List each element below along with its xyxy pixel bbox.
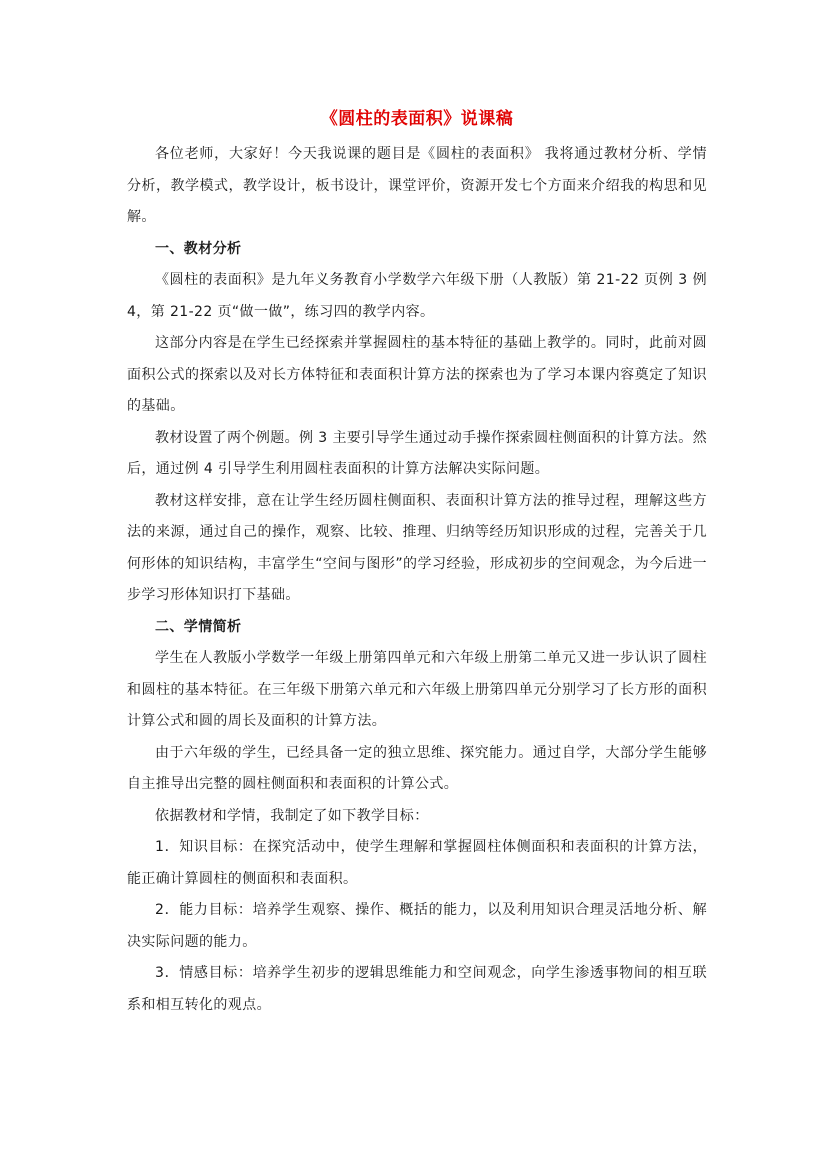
goal-knowledge: 1．知识目标：在探究活动中，使学生理解和掌握圆柱体侧面积和表面积的计算方法，能正确计算圆柱的侧面积和表面积。: [127, 839, 707, 887]
document-title: 《圆柱的表面积》说课稿: [320, 109, 514, 129]
paragraph: 学生在人教版小学数学一年级上册第四单元和六年级上册第二单元又进一步认识了圆柱和圆柱的基本特征。在三年级下册第六单元和六年级上册第四单元分别学习了长方形的面积计算公式和圆的周长及面积的计算方法。: [127, 650, 707, 729]
goal-ability: 2．能力目标：培养学生观察、操作、概括的能力，以及利用知识合理灵活地分析、解决实际问题的能力。: [127, 902, 707, 950]
section-heading-student-analysis: 二、学情简析: [155, 618, 242, 635]
goal-emotion: 3．情感目标：培养学生初步的逻辑思维能力和空间观念，向学生渗透事物间的相互联系和相互转化的观点。: [127, 965, 707, 1013]
paragraph: 教材设置了两个例题。例 3 主要引导学生通过动手操作探索圆柱侧面积的计算方法。然后，通过例 4 引导学生利用圆柱表面积的计算方法解决实际问题。: [127, 429, 707, 477]
paragraph: 这部分内容是在学生已经探索并掌握圆柱的基本特征的基础上教学的。同时，此前对圆面积公式的探索以及对长方体特征和表面积计算方法的探索也为了学习本课内容奠定了知识的基础。: [127, 335, 707, 414]
section-heading-textbook-analysis: 一、教材分析: [155, 240, 242, 257]
intro-paragraph: 各位老师，大家好！今天我说课的题目是《圆柱的表面积》 我将通过教材分析、学情分析，教学模式，教学设计，板书设计，课堂评价，资源开发七个方面来介绍我的构思和见解。: [127, 146, 707, 225]
paragraph: 《圆柱的表面积》是九年义务教育小学数学六年级下册（人教版）第 21-22 页例 3 例 4，第 21-22 页“做一做”，练习四的教学内容。: [127, 272, 707, 320]
paragraph: 由于六年级的学生，已经具备一定的独立思维、探究能力。通过自学，大部分学生能够自主推导出完整的圆柱侧面积和表面积的计算公式。: [127, 744, 707, 792]
paragraph: 依据教材和学情，我制定了如下教学目标：: [155, 807, 429, 824]
paragraph: 教材这样安排，意在让学生经历圆柱侧面积、表面积计算方法的推导过程，理解这些方法的来源，通过自己的操作，观察、比较、推理、归纳等经历知识形成的过程，完善关于几何形体的知识结构，丰富学生“空间与图形”的学习经验，形成初步的空间观念，为今后进一步学习形体知识打下基础。: [127, 492, 707, 603]
